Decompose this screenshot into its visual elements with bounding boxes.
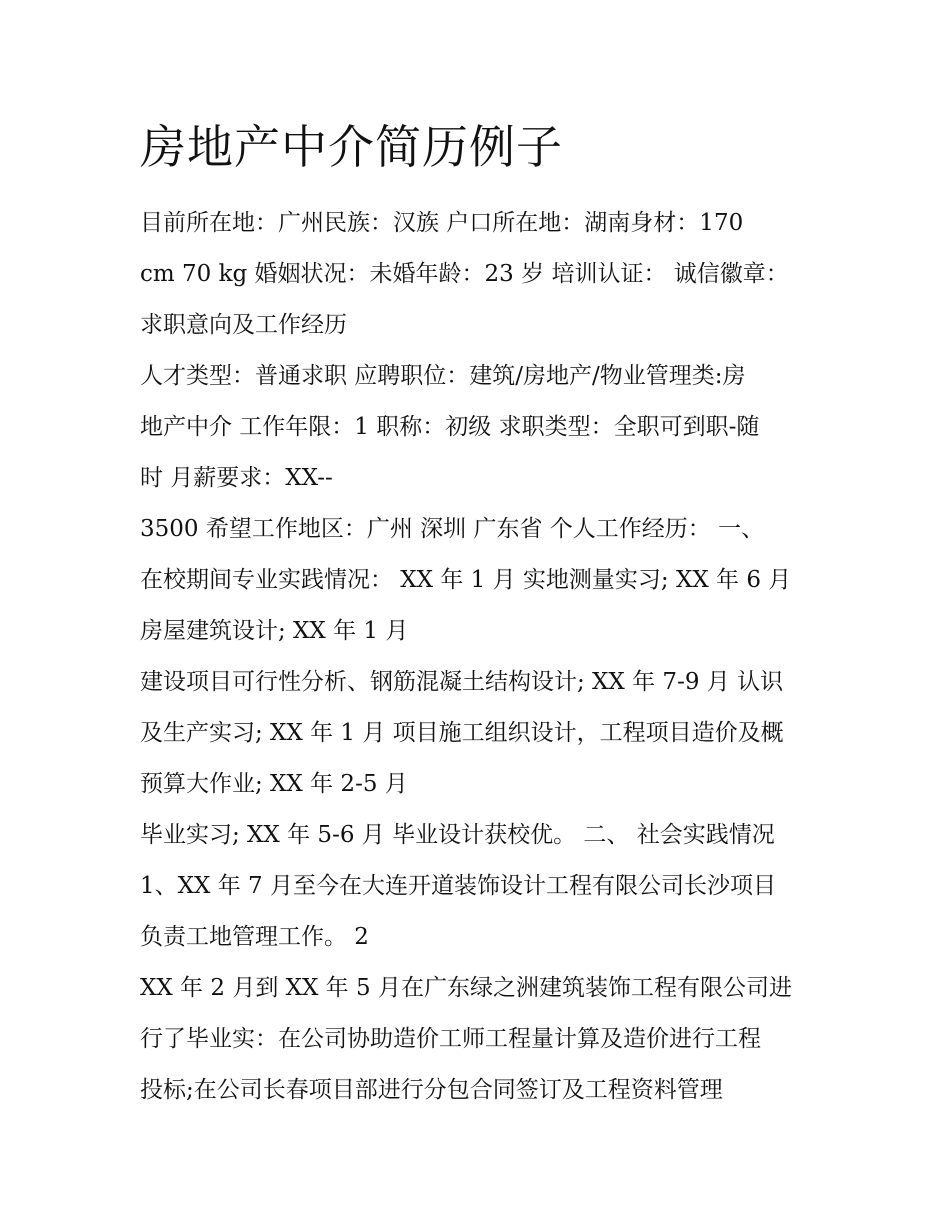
body-line-13: 毕业实习; XX 年 5-6 月 毕业设计获校优。 二、 社会实践情况 [140,822,775,848]
body-line-9: 房屋建筑设计; XX 年 1 月 [140,618,409,644]
body-line-7: 3500 希望工作地区：广州 深圳 广东省 个人工作经历： 一、 [140,516,765,542]
body-line-16: XX 年 2 月到 XX 年 5 月在广东绿之洲建筑装饰工程有限公司进 [140,975,792,1001]
body-line-12: 预算大作业; XX 年 2-5 月 [140,771,408,797]
document-title: 房地产中介简历例子 [140,120,563,174]
body-line-4: 人才类型：普通求职 应聘职位：建筑/房地产/物业管理类:房 [140,363,746,389]
body-line-1: 目前所在地：广州民族：汉族 户口所在地：湖南身材：170 [140,210,744,236]
body-line-3: 求职意向及工作经历 [140,312,347,338]
body-line-11: 及生产实习; XX 年 1 月 项目施工组织设计，工程项目造价及概 [140,720,784,746]
body-line-10: 建设项目可行性分析、钢筋混凝土结构设计; XX 年 7-9 月 认识 [140,669,784,695]
body-line-6: 时 月薪要求：XX-- [140,465,333,491]
body-line-8: 在校期间专业实践情况： XX 年 1 月 实地测量实习; XX 年 6 月 [140,567,792,593]
body-line-2: cm 70 kg 婚姻状况：未婚年龄：23 岁 培训认证： 诚信徽章： [140,261,789,287]
body-line-14: 1、XX 年 7 月至今在大连开道装饰设计工程有限公司长沙项目 [140,873,776,899]
body-line-17: 行了毕业实：在公司协助造价工师工程量计算及造价进行工程 [140,1026,761,1052]
body-line-18: 投标;在公司长春项目部进行分包合同签订及工程资料管理 [140,1077,723,1103]
body-line-5: 地产中介 工作年限：1 职称：初级 求职类型：全职可到职-随 [140,414,760,440]
body-line-15: 负责工地管理工作。 2 [140,924,369,950]
